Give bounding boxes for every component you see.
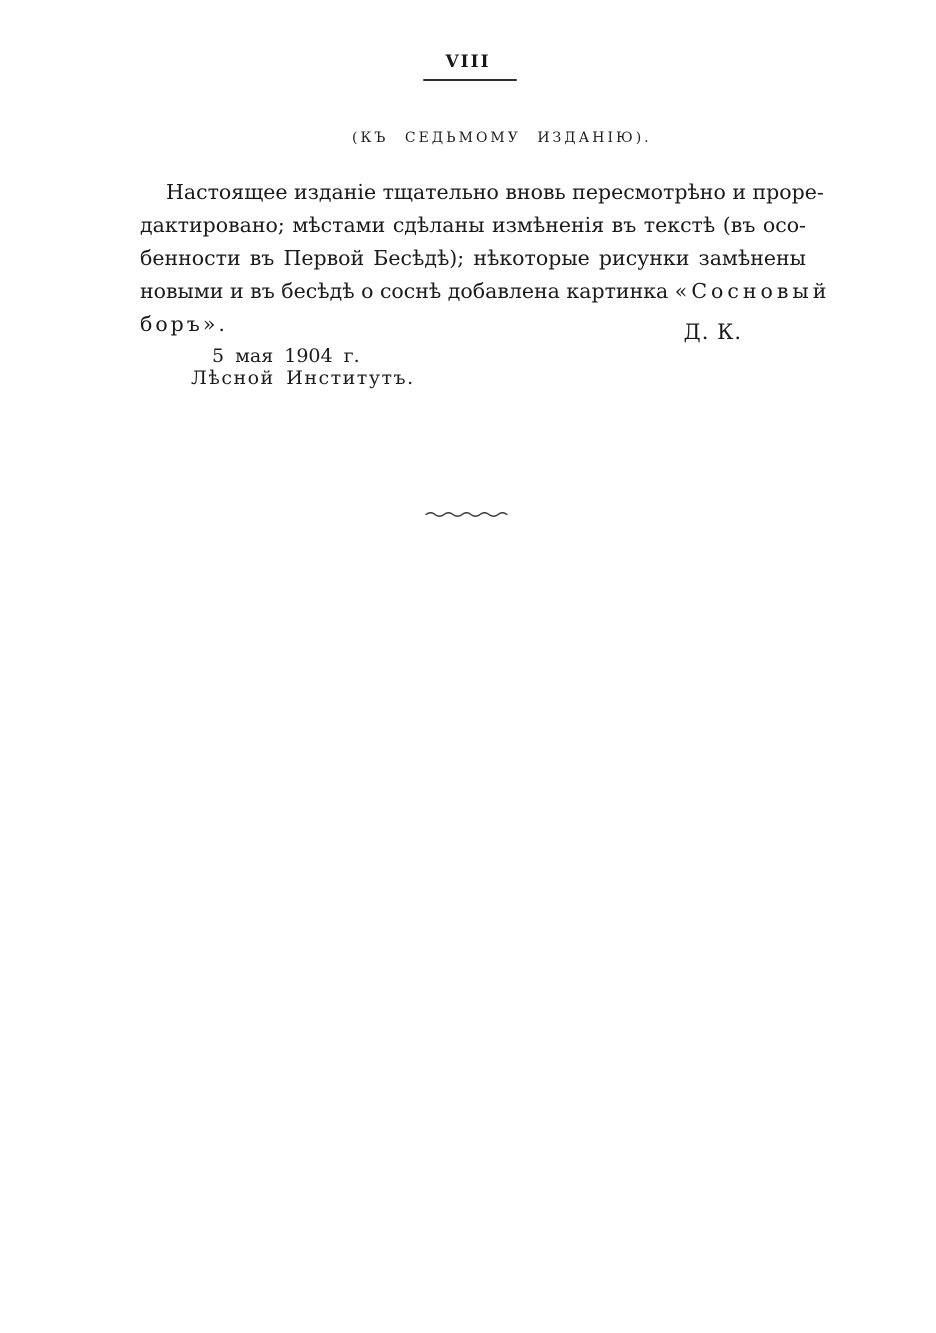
emphasized-title-end: боръ». xyxy=(140,312,228,336)
preface-paragraph xyxy=(140,176,831,341)
paragraph-line: Настоящее изданіе тщательно вновь пересмотрѣно и проре- xyxy=(166,180,824,204)
paragraph-line-text: новыми и въ бесѣдѣ о соснѣ добавлена картинка xyxy=(140,279,675,303)
page-number: VIII xyxy=(445,52,491,72)
date-line: 5 мая 1904 г. xyxy=(212,345,360,367)
wavy-divider-icon xyxy=(425,509,510,519)
header-rule-divider xyxy=(423,79,517,81)
paragraph-line: бенности въ Первой Бесѣдѣ); нѣкоторые рисунки замѣнены xyxy=(140,246,806,270)
paragraph-line: дактировано; мѣстами сдѣланы измѣненія въ текстѣ (въ осо- xyxy=(140,213,806,237)
emphasized-title-start: «Сосновый xyxy=(674,279,831,303)
paragraph-line xyxy=(140,275,831,308)
place-line: Лѣсной Институтъ. xyxy=(191,367,415,389)
signature-initials: Д. К. xyxy=(683,320,742,344)
edition-heading: (КЪ СЕДЬМОМУ ИЗДАНІЮ). xyxy=(352,130,652,146)
